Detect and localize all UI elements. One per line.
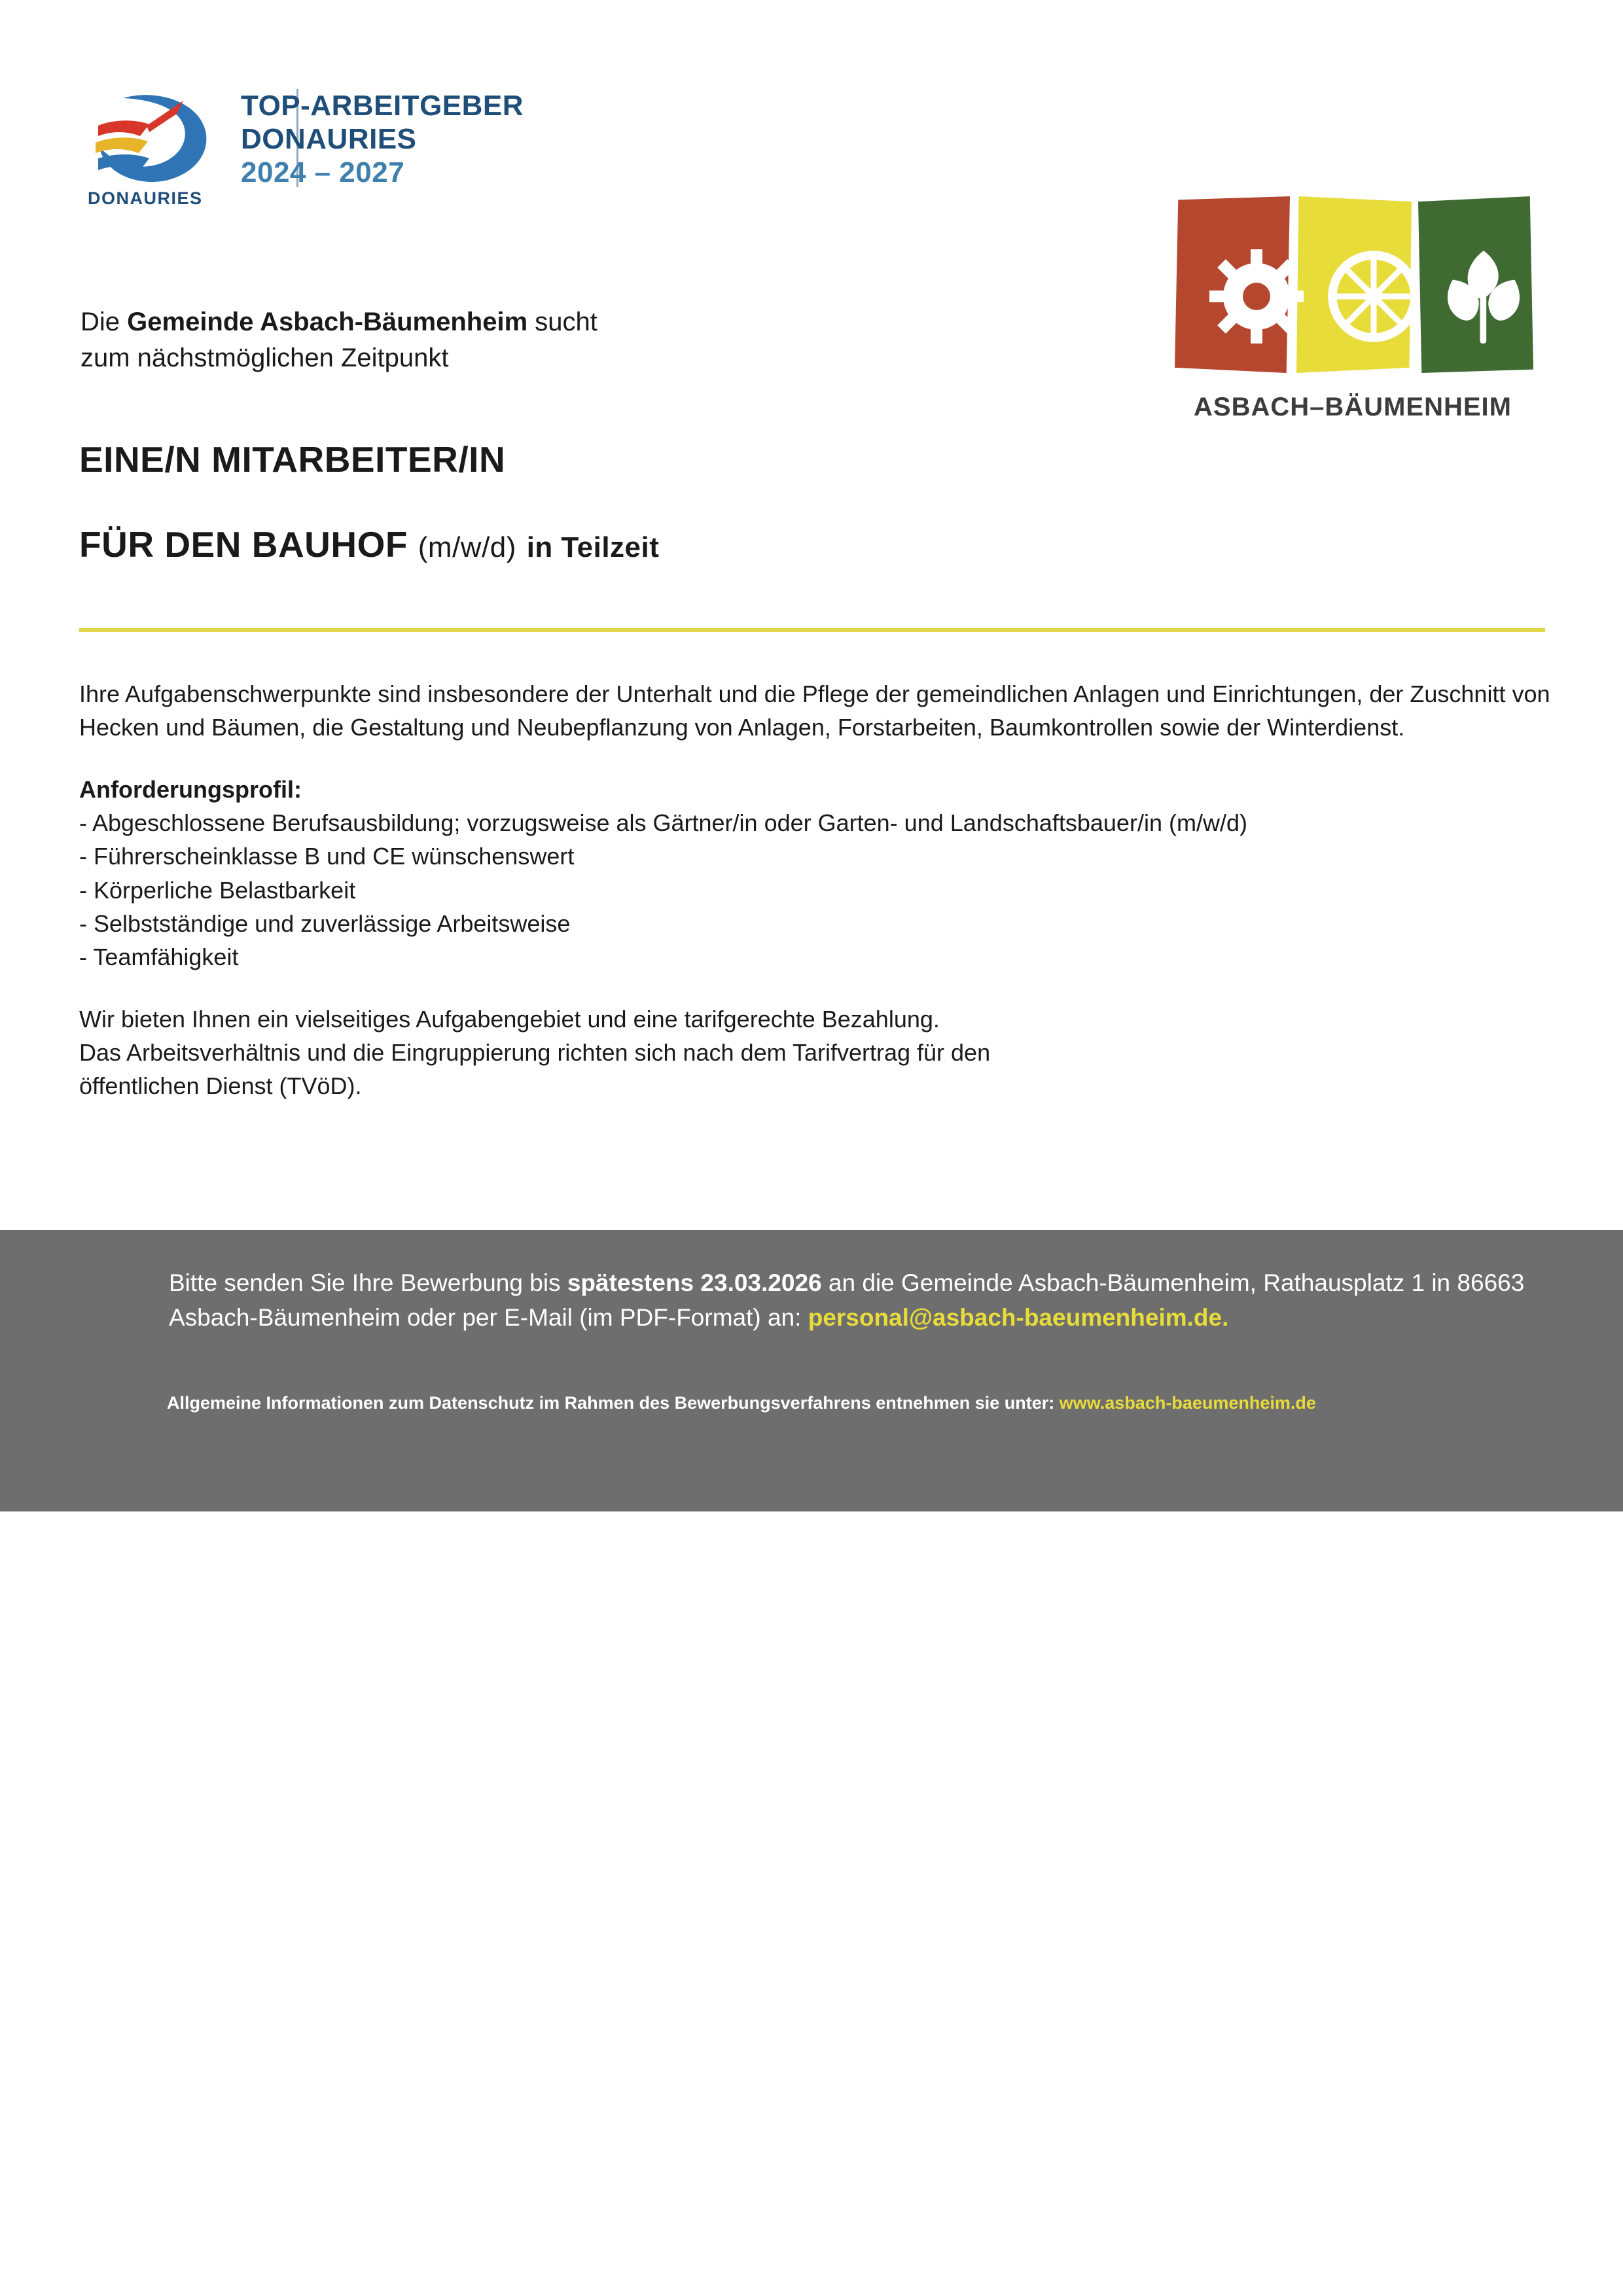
body-content [79, 677, 1552, 1103]
page-title-mwd: (m/w/d) [418, 531, 516, 563]
award-brand-label: DONAURIES [88, 188, 203, 208]
list-item: - Körperliche Belastbarkeit [79, 876, 356, 904]
tasks-paragraph: Ihre Aufgabenschwerpunkte sind insbesondere der Unterhalt und die Pflege der gemeindlichen Anlagen und Einrichtungen, der Zuschnitt von Hecken und Bäumen, die Gestaltung und Neubepflanzung von Anlagen, Forstarbeiten, Baumkontrollen sowie der Winterdienst. [79, 680, 1550, 741]
intro-line-2: zum nächstmöglichen Zeitpunkt [80, 344, 449, 373]
spacer-2 [79, 974, 1552, 1002]
list-item: - Teamfähigkeit [79, 943, 239, 970]
donauries-swoosh-icon [84, 85, 221, 190]
spacer-1 [79, 744, 1552, 773]
privacy-text: Allgemeine Informationen zum Datenschutz im Rahmen des Bewerbungsverfahrens entnehmen sie unter: [167, 1393, 1060, 1413]
intro-post: sucht [527, 308, 597, 336]
list-item: - Selbstständige und zuverlässige Arbeitsweise [79, 910, 571, 937]
list-item: - Führerscheinklasse B und CE wünschenswert [79, 843, 575, 870]
town-logo-name: ASBACH–BÄUMENHEIM [1194, 393, 1512, 421]
application-instructions [169, 1266, 1543, 1335]
town-logo-tiles [1163, 196, 1543, 386]
award-logo [84, 85, 607, 216]
leaf-icon [1438, 243, 1529, 348]
gear-icon [1207, 247, 1306, 345]
apply-deadline: spätestens 23.03.2026 [567, 1269, 822, 1296]
wheel-icon [1325, 247, 1423, 345]
intro-bold: Gemeinde Asbach-Bäumenheim [127, 308, 528, 336]
offer-line-1: Wir bieten Ihnen ein vielseitiges Aufgabengebiet und eine tarifgerechte Bezahlung. [79, 1005, 940, 1033]
award-line-3: 2024 – 2027 [241, 156, 405, 189]
title-divider [79, 628, 1545, 632]
requirements-heading: Anforderungsprofil: [79, 776, 302, 804]
page-title-line-2 [79, 523, 659, 565]
intro-pre: Die [80, 308, 128, 336]
application-email-link[interactable]: personal@asbach-baeumenheim.de. [808, 1303, 1229, 1331]
offer-line-3: öffentlichen Dienst (TVöD). [79, 1072, 362, 1100]
privacy-website-link[interactable]: www.asbach-baeumenheim.de [1059, 1393, 1316, 1413]
intro-block [80, 304, 597, 376]
privacy-note [167, 1391, 1548, 1416]
page-title-teilzeit: in Teilzeit [526, 531, 660, 563]
application-footer-panel [0, 1230, 1623, 1511]
requirements-list [79, 806, 1552, 974]
page-title-line-1: EINE/N MITARBEITER/IN [79, 439, 506, 480]
intro-line-1 [80, 304, 597, 340]
award-line-1: TOP-ARBEITGEBER [241, 90, 524, 122]
award-line-2: DONAURIES [241, 123, 417, 156]
offer-line-2: Das Arbeitsverhältnis und die Eingruppierung richten sich nach dem Tarifvertrag für den [79, 1038, 991, 1066]
apply-pre: Bitte senden Sie Ihre Bewerbung bis [169, 1269, 567, 1296]
apply-mid: an die Gemeinde Asbach-Bäumenheim, Rathausplatz 1 in 86663 Asbach-Bäumenheim oder per E-Mail (im PDF-Format) an: [169, 1269, 1525, 1331]
list-item: - Abgeschlossene Berufsausbildung; vorzugsweise als Gärtner/in oder Garten- und Landschaftsbauer/in (m/w/d) [79, 809, 1247, 837]
page-title-main: FÜR DEN BAUHOF [79, 524, 408, 565]
town-logo [1163, 196, 1543, 445]
